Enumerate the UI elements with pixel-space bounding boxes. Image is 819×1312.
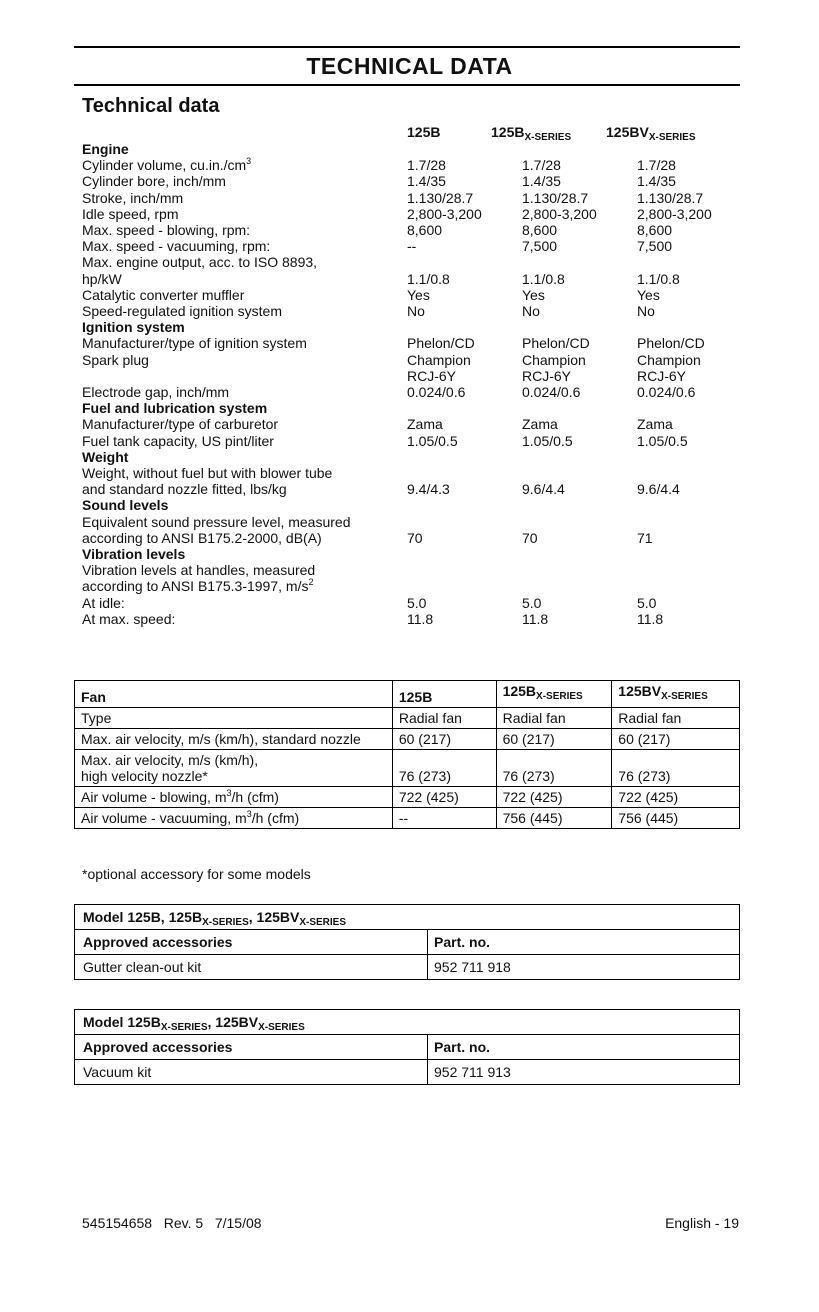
spec-label: hp/kW [82, 270, 122, 287]
accessory-item-row [75, 954, 739, 979]
model-header-125bx: $125B_{X-SERIES}$ [491, 124, 572, 143]
fan-table [74, 680, 740, 829]
table-row [75, 787, 740, 808]
accessory-col1-header: Approved accessories [83, 1039, 233, 1055]
top-rule [74, 46, 740, 48]
spec-value: RCJ-6Y [407, 367, 457, 384]
fan-row-label: Max. air velocity, m/s (km/h), high velocity nozzle* [75, 750, 393, 787]
table-row [75, 729, 740, 750]
accessory-item: Vacuum kit [83, 1064, 152, 1080]
spec-label: Spark plug [82, 351, 149, 368]
fan-cell: 60 (217) [612, 729, 740, 750]
spec-value: 9.4/4.3 [407, 481, 450, 498]
spec-value: 8,600 [407, 222, 443, 238]
fan-cell: Radial fan [612, 708, 740, 729]
fan-cell: 76 (273) [392, 750, 496, 787]
spec-value: 1.130/28.7 [407, 189, 474, 206]
spec-label: according to ANSI B175.2-2000, dB(A) [82, 529, 322, 546]
spec-value: 1.4/35 [637, 173, 676, 190]
spec-value: Yes [637, 286, 660, 303]
spec-value: 70 [522, 529, 538, 546]
spec-value: 7,500 [637, 238, 673, 255]
accessory-col2-header: Part. no. [427, 1035, 490, 1059]
spec-value: -- [407, 238, 417, 255]
accessory-model-row [75, 905, 739, 929]
accessory-table-1 [74, 904, 740, 980]
spec-value: 2,800-3,200 [637, 205, 712, 222]
spec-label: Electrode gap, inch/mm [82, 384, 230, 400]
footer-doc-id: 545154658 Rev. 5 7/15/08 [82, 1215, 262, 1231]
spec-section-heading: Fuel and lubrication system [82, 400, 268, 417]
spec-value: 1.05/0.5 [637, 432, 688, 449]
spec-label: At idle: [82, 594, 125, 611]
spec-label: Fuel tank capacity, US pint/liter [82, 432, 274, 449]
spec-label: Manufacturer/type of ignition system [82, 335, 307, 352]
spec-label: Catalytic converter muffler [82, 286, 245, 303]
spec-value: 11.8 [407, 610, 434, 627]
model-header-125b: 125B [407, 124, 441, 140]
fan-col-125bx: $125B_{X-SERIES}$ [496, 681, 612, 708]
spec-value: 2,800-3,200 [407, 205, 482, 222]
spec-label: and standard nozzle fitted, lbs/kg [82, 481, 287, 498]
fan-cell: 722 (425) [496, 787, 612, 808]
spec-label: Equivalent sound pressure level, measured [82, 513, 351, 530]
accessory-header-row [75, 1034, 739, 1059]
accessory-col2-header: Part. no. [427, 930, 490, 954]
spec-value: 11.8 [637, 610, 664, 627]
spec-value: 5.0 [407, 594, 427, 611]
spec-value: No [522, 303, 540, 319]
spec-value: No [407, 303, 425, 319]
accessory-item: Gutter clean-out kit [83, 959, 202, 975]
accessory-part-number: 952 711 918 [427, 955, 511, 979]
spec-value: 1.05/0.5 [407, 432, 458, 449]
accessory-col1-header: Approved accessories [83, 934, 233, 950]
footer-page-number: English - 19 [665, 1215, 739, 1231]
spec-value: Zama [407, 416, 443, 433]
fan-cell: Radial fan [392, 708, 496, 729]
spec-value: 0.024/0.6 [407, 384, 466, 400]
accessory-model-row [75, 1010, 739, 1034]
fan-cell: Radial fan [496, 708, 612, 729]
spec-label: Cylinder bore, inch/mm [82, 173, 226, 190]
model-header-125bvx: $125BV_{X-SERIES}$ [606, 124, 696, 143]
spec-value: 71 [637, 529, 653, 546]
spec-value: 1.4/35 [407, 173, 446, 190]
accessory-item-row [75, 1059, 739, 1084]
spec-label: Stroke, inch/mm [82, 189, 184, 206]
spec-value: 1.7/28 [637, 157, 676, 174]
accessory-model-label: Model 125B, $125B_{X-SERIES}$, $125BV_{X-SERIES}$ [83, 909, 347, 928]
fan-cell: 60 (217) [496, 729, 612, 750]
spec-value: Champion [637, 351, 701, 368]
spec-value: 11.8 [522, 610, 549, 627]
spec-label: At max. speed: [82, 610, 176, 627]
fan-row-label: Max. air velocity, m/s (km/h), standard nozzle [75, 729, 393, 750]
spec-value: RCJ-6Y [637, 367, 687, 384]
spec-value: Phelon/CD [407, 335, 475, 352]
spec-value: 7,500 [522, 238, 558, 255]
fan-row-label: Air volume - blowing, $m^3/h$ (cfm) [75, 787, 393, 808]
spec-section-heading: Weight [82, 448, 129, 465]
spec-value: 9.6/4.4 [637, 481, 680, 498]
spec-section-heading: Sound levels [82, 497, 169, 514]
spec-label: Cylinder volume, $cu.in./cm^3$ [82, 156, 252, 174]
spec-value: 2,800-3,200 [522, 205, 597, 222]
accessory-table-2 [74, 1009, 740, 1085]
fan-cell: -- [392, 808, 496, 829]
spec-value: Phelon/CD [637, 335, 705, 352]
accessory-header-row [75, 929, 739, 954]
fan-col-125bvx: $125BV_{X-SERIES}$ [612, 681, 740, 708]
fan-cell: 722 (425) [392, 787, 496, 808]
spec-label: Idle speed, rpm [82, 205, 179, 222]
spec-value: 8,600 [522, 222, 558, 238]
spec-value: Zama [522, 416, 558, 433]
fan-cell: 60 (217) [392, 729, 496, 750]
spec-value: 1.130/28.7 [637, 189, 704, 206]
fan-footnote: *optional accessory for some models [82, 866, 311, 882]
fan-table-header-row [75, 681, 740, 708]
spec-label: Speed-regulated ignition system [82, 303, 283, 319]
fan-cell: 76 (273) [496, 750, 612, 787]
fan-row-label: Air volume - vacuuming, $m^3/h$ (cfm) [75, 808, 393, 829]
spec-value: Champion [522, 351, 586, 368]
spec-value: Yes [407, 286, 430, 303]
fan-cell: 756 (445) [496, 808, 612, 829]
spec-value: RCJ-6Y [522, 367, 572, 384]
spec-section-heading: Engine [82, 141, 129, 157]
table-row [75, 708, 740, 729]
fan-row-label: Type [75, 708, 393, 729]
spec-value: 1.130/28.7 [522, 189, 589, 206]
spec-label: Vibration levels at handles, measured [82, 562, 316, 579]
title-rule [74, 84, 740, 86]
spec-value: 0.024/0.6 [522, 384, 581, 400]
fan-cell: 756 (445) [612, 808, 740, 829]
table-row [75, 750, 740, 787]
section-title: Technical data [82, 95, 220, 117]
fan-cell: 76 (273) [612, 750, 740, 787]
fan-header: Fan [75, 681, 393, 708]
spec-label: according to ANSI B175.3-1997, $m/s^2$ [82, 577, 314, 595]
spec-value: 1.4/35 [522, 173, 561, 190]
accessory-model-label: Model $125B_{X-SERIES}$, $125BV_{X-SERIES}$ [83, 1014, 305, 1033]
spec-value: Yes [522, 286, 545, 303]
spec-value: 70 [407, 529, 423, 546]
spec-label: Weight, without fuel but with blower tube [82, 465, 333, 481]
table-row [75, 808, 740, 829]
spec-value: 1.1/0.8 [407, 270, 450, 287]
spec-section-heading: Ignition system [82, 319, 185, 336]
spec-value: 9.6/4.4 [522, 481, 565, 498]
spec-value: No [637, 303, 655, 319]
spec-section-heading: Vibration levels [82, 546, 186, 562]
spec-label: Max. speed - blowing, rpm: [82, 222, 251, 238]
spec-value: 1.1/0.8 [637, 270, 680, 287]
spec-value: Phelon/CD [522, 335, 590, 352]
spec-value: 8,600 [637, 222, 673, 238]
spec-value: 1.05/0.5 [522, 432, 573, 449]
fan-col-125b: 125B [392, 681, 496, 708]
fan-cell: 722 (425) [612, 787, 740, 808]
spec-value: 1.7/28 [407, 157, 446, 174]
spec-value: Zama [637, 416, 673, 433]
spec-value: 1.7/28 [522, 157, 561, 174]
spec-value: 0.024/0.6 [637, 384, 696, 400]
spec-value: Champion [407, 351, 471, 368]
spec-value: 5.0 [522, 594, 542, 611]
spec-value: 1.1/0.8 [522, 270, 565, 287]
spec-label: Max. engine output, acc. to ISO 8893, [82, 254, 318, 271]
page-title: TECHNICAL DATA [306, 53, 513, 79]
accessory-part-number: 952 711 913 [427, 1060, 511, 1084]
spec-value: 5.0 [637, 594, 657, 611]
spec-label: Manufacturer/type of carburetor [82, 416, 279, 433]
spec-label: Max. speed - vacuuming, rpm: [82, 238, 271, 255]
